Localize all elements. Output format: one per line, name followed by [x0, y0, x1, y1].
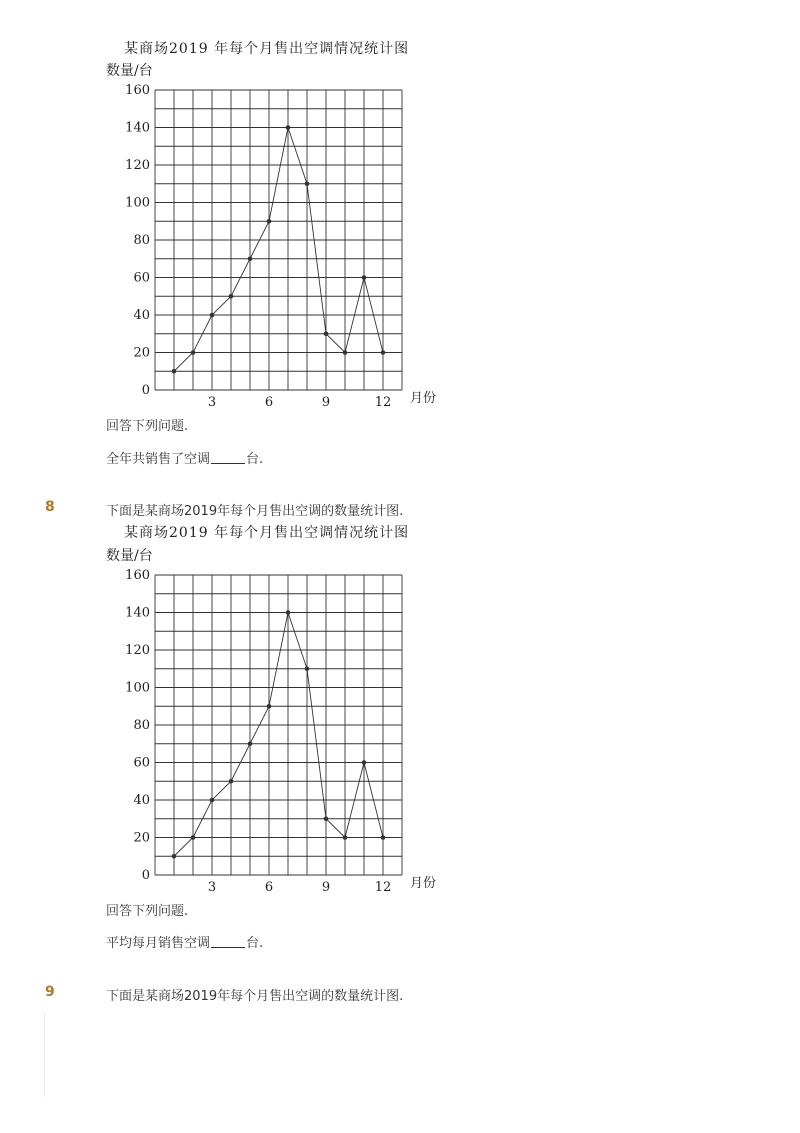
y-tick-label: 80: [133, 233, 150, 248]
y-tick-label: 160: [125, 568, 150, 583]
divider: [44, 1012, 45, 1097]
data-line: [174, 128, 383, 372]
question-text-before: 全年共销售了空调: [106, 452, 211, 467]
data-point: [210, 798, 215, 803]
y-axis-title: 数量/台: [106, 63, 153, 79]
data-point: [229, 294, 234, 299]
y-tick-label: 140: [125, 120, 150, 136]
y-tick-label: 120: [125, 158, 150, 173]
data-point: [286, 125, 291, 130]
x-tick-label: 9: [321, 395, 331, 410]
data-point: [191, 835, 196, 840]
data-point: [248, 741, 253, 746]
y-tick-label: 80: [133, 718, 150, 733]
y-axis-title: 数量/台: [106, 548, 153, 564]
chart-title: 某商场2019 年每个月售出空调情况统计图: [124, 41, 410, 57]
data-point: [172, 854, 177, 859]
data-point: [324, 331, 329, 336]
x-tick-label: 3: [207, 880, 217, 895]
data-point: [172, 369, 177, 374]
data-point: [324, 816, 329, 821]
line-chart-1: [120, 80, 460, 415]
data-point: [343, 350, 348, 355]
data-point: [305, 666, 310, 671]
fill-in-question: [106, 448, 263, 467]
data-point: [267, 219, 272, 224]
data-point: [362, 275, 367, 280]
y-tick-label: 60: [133, 755, 150, 771]
data-point: [286, 610, 291, 615]
y-tick-label: 20: [133, 345, 150, 361]
chart-title: 某商场2019 年每个月售出空调情况统计图: [124, 525, 410, 541]
y-tick-label: 100: [125, 195, 150, 211]
answer-blank[interactable]: [211, 935, 245, 948]
x-tick-label: 12: [374, 395, 392, 410]
question-text-after: 台.: [246, 452, 264, 467]
question-text-before: 平均每月销售空调: [106, 936, 211, 951]
data-point: [210, 313, 215, 318]
y-tick-label: 20: [133, 830, 150, 846]
y-tick-label: 140: [125, 605, 150, 621]
question-intro: 下面是某商场2019年每个月售出空调的数量统计图.: [106, 989, 404, 1004]
x-tick-label: 12: [374, 880, 392, 895]
data-point: [229, 779, 234, 784]
fill-in-question: [106, 932, 263, 951]
data-point: [381, 350, 386, 355]
data-line: [174, 613, 383, 857]
x-tick-label: 6: [264, 880, 274, 895]
question-number: 8: [45, 499, 55, 515]
y-tick-label: 0: [141, 383, 150, 398]
data-point: [248, 256, 253, 261]
data-point: [191, 350, 196, 355]
data-point: [381, 835, 386, 840]
question-intro: 下面是某商场2019年每个月售出空调的数量统计图.: [106, 504, 404, 519]
y-tick-label: 0: [141, 868, 150, 883]
x-axis-title: 月份: [410, 876, 437, 891]
x-tick-label: 9: [321, 880, 331, 895]
x-axis-title: 月份: [410, 391, 437, 406]
y-tick-label: 40: [133, 793, 150, 808]
data-point: [343, 835, 348, 840]
y-tick-label: 160: [125, 83, 150, 98]
data-point: [362, 760, 367, 765]
data-point: [267, 704, 272, 709]
y-tick-label: 100: [125, 680, 150, 696]
answer-blank[interactable]: [211, 451, 245, 464]
y-tick-label: 120: [125, 643, 150, 658]
question-text-after: 台.: [246, 936, 264, 951]
data-point: [305, 181, 310, 186]
question-prompt: 回答下列问题.: [106, 419, 189, 434]
x-tick-label: 6: [264, 395, 274, 410]
question-number: 9: [45, 984, 55, 1000]
y-tick-label: 40: [133, 308, 150, 323]
line-chart-2: [120, 565, 460, 900]
y-tick-label: 60: [133, 270, 150, 286]
question-prompt: 回答下列问题.: [106, 904, 189, 919]
x-tick-label: 3: [207, 395, 217, 410]
